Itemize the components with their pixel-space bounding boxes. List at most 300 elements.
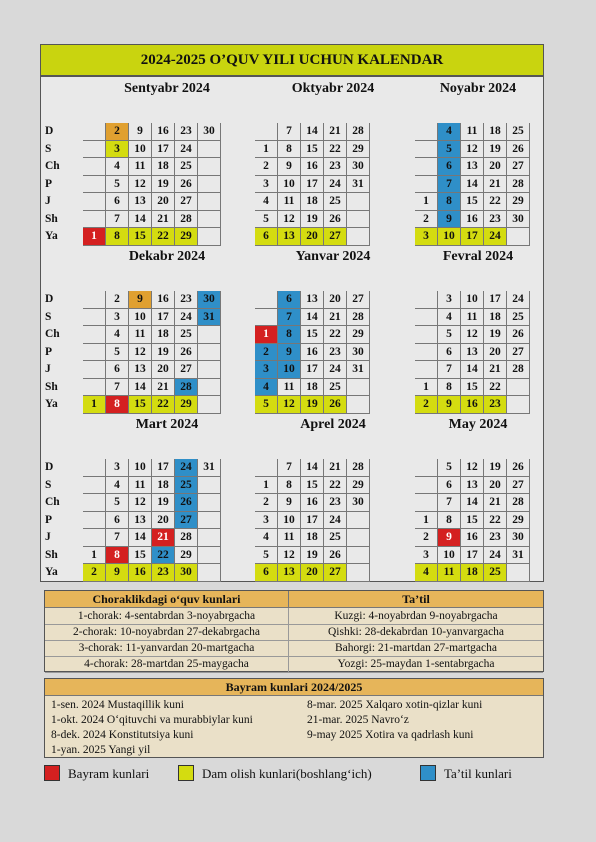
day-cell (198, 396, 221, 414)
day-cell: 7 (106, 529, 129, 547)
day-cell: 6 (106, 361, 129, 379)
quarter-row: 1-chorak: 4-sentabrdan 3-noyabrgacha (45, 608, 289, 625)
day-cell: 10 (278, 176, 301, 194)
day-cell: 19 (301, 211, 324, 229)
day-cell: 13 (461, 158, 484, 176)
day-cell (198, 529, 221, 547)
day-cell: 28 (175, 211, 198, 229)
day-cell (415, 361, 438, 379)
day-cell: 15 (129, 396, 152, 414)
day-cell: 27 (175, 361, 198, 379)
day-cell: 2 (255, 494, 278, 512)
quarter-row: 3-chorak: 11-yanvardan 20-martgacha (45, 640, 289, 657)
day-cell: 16 (301, 158, 324, 176)
day-cell: 24 (484, 547, 507, 565)
day-cell: 5 (438, 326, 461, 344)
day-label: J (45, 195, 51, 207)
day-cell: 18 (461, 564, 484, 582)
day-cell: 9 (438, 396, 461, 414)
day-cell: 19 (484, 326, 507, 344)
day-cell (415, 477, 438, 495)
day-cell: 22 (152, 228, 175, 246)
day-cell: 14 (129, 379, 152, 397)
day-cell: 8 (278, 141, 301, 159)
day-cell: 15 (461, 512, 484, 530)
day-cell: 5 (255, 396, 278, 414)
day-cell: 3 (106, 459, 129, 477)
day-cell (415, 494, 438, 512)
day-cell: 5 (438, 141, 461, 159)
day-cell: 13 (278, 228, 301, 246)
day-cell: 5 (438, 459, 461, 477)
vacation-row: Bahorgi: 21-martdan 27-martgacha (289, 640, 543, 657)
day-cell: 17 (484, 291, 507, 309)
day-cell: 5 (106, 344, 129, 362)
day-cell: 11 (461, 123, 484, 141)
day-cell (198, 512, 221, 530)
holiday-item: 9-may 2025 Xotira va qadrlash kuni (307, 729, 474, 741)
day-cell: 10 (461, 291, 484, 309)
day-cell: 17 (152, 459, 175, 477)
day-cell: 6 (438, 158, 461, 176)
day-cell: 8 (106, 228, 129, 246)
day-cell: 3 (438, 291, 461, 309)
day-cell: 27 (507, 477, 530, 495)
day-cell: 13 (278, 564, 301, 582)
day-cell: 28 (507, 176, 530, 194)
day-cell (83, 211, 106, 229)
day-cell (347, 529, 370, 547)
day-cell (415, 309, 438, 327)
day-cell: 9 (438, 529, 461, 547)
day-cell: 14 (461, 176, 484, 194)
day-label: Ya (45, 230, 58, 242)
day-cell: 20 (301, 228, 324, 246)
day-cell: 20 (324, 291, 347, 309)
day-cell: 1 (415, 193, 438, 211)
day-cell: 9 (106, 564, 129, 582)
day-cell: 10 (438, 547, 461, 565)
holiday-item: 1-okt. 2024 O‘qituvchi va murabbiylar kuni (51, 714, 253, 726)
day-cell (415, 291, 438, 309)
day-cell: 11 (278, 379, 301, 397)
day-cell: 4 (438, 309, 461, 327)
day-cell: 23 (175, 291, 198, 309)
day-cell: 3 (106, 141, 129, 159)
day-cell: 31 (347, 176, 370, 194)
day-cell: 6 (255, 564, 278, 582)
holiday-item: 21-mar. 2025 Navro‘z (307, 714, 409, 726)
day-cell: 21 (152, 211, 175, 229)
day-cell: 18 (301, 529, 324, 547)
day-cell: 8 (438, 512, 461, 530)
day-cell: 19 (152, 494, 175, 512)
day-cell (83, 344, 106, 362)
day-cell: 11 (278, 529, 301, 547)
day-cell: 16 (461, 529, 484, 547)
day-cell: 2 (415, 211, 438, 229)
month-title: May 2024 (448, 417, 508, 432)
day-cell: 20 (484, 158, 507, 176)
day-cell: 25 (175, 158, 198, 176)
day-cell: 2 (415, 529, 438, 547)
day-cell: 17 (152, 309, 175, 327)
day-cell: 25 (484, 564, 507, 582)
day-label: Ya (45, 566, 58, 578)
day-cell: 18 (484, 123, 507, 141)
day-label: P (45, 513, 53, 526)
quarter-row: 4-chorak: 28-martdan 25-maygacha (45, 656, 289, 673)
day-cell (507, 379, 530, 397)
day-cell: 4 (438, 123, 461, 141)
day-cell (347, 193, 370, 211)
day-cell: 12 (129, 176, 152, 194)
day-cell: 1 (83, 396, 106, 414)
day-cell: 6 (278, 291, 301, 309)
day-cell: 27 (324, 228, 347, 246)
day-cell (198, 344, 221, 362)
day-cell: 13 (129, 512, 152, 530)
month-title: Noyabr 2024 (439, 81, 517, 96)
day-cell: 20 (152, 193, 175, 211)
day-cell: 1 (83, 547, 106, 565)
day-cell: 17 (461, 547, 484, 565)
day-cell: 12 (129, 494, 152, 512)
holidays-table (44, 678, 544, 758)
day-cell: 1 (83, 228, 106, 246)
day-cell (198, 547, 221, 565)
day-cell: 30 (507, 529, 530, 547)
day-cell: 9 (129, 123, 152, 141)
day-cell: 14 (461, 494, 484, 512)
day-cell: 1 (255, 477, 278, 495)
day-cell: 2 (106, 123, 129, 141)
day-cell: 16 (301, 344, 324, 362)
day-cell: 26 (175, 344, 198, 362)
day-cell: 30 (198, 123, 221, 141)
day-label: Sh (45, 212, 58, 225)
day-cell: 20 (301, 564, 324, 582)
day-cell: 29 (175, 396, 198, 414)
day-cell: 8 (106, 547, 129, 565)
day-cell: 16 (152, 123, 175, 141)
day-cell: 23 (484, 211, 507, 229)
day-cell: 1 (415, 512, 438, 530)
day-cell: 17 (152, 141, 175, 159)
day-cell: 12 (278, 547, 301, 565)
day-cell: 22 (324, 141, 347, 159)
legend-red-label: Bayram kunlari (68, 766, 150, 781)
day-cell: 26 (507, 141, 530, 159)
day-cell: 22 (324, 326, 347, 344)
day-cell: 23 (175, 123, 198, 141)
day-cell: 12 (461, 141, 484, 159)
day-cell (83, 141, 106, 159)
day-cell (198, 361, 221, 379)
day-cell: 29 (507, 193, 530, 211)
day-cell: 31 (198, 459, 221, 477)
day-cell: 31 (198, 309, 221, 327)
day-cell: 2 (415, 396, 438, 414)
day-cell: 21 (484, 361, 507, 379)
day-cell: 14 (129, 211, 152, 229)
vacation-row: Qishki: 28-dekabrdan 10-yanvargacha (289, 624, 543, 641)
day-cell: 27 (324, 564, 347, 582)
day-cell: 30 (198, 291, 221, 309)
day-cell (347, 379, 370, 397)
day-cell: 11 (278, 193, 301, 211)
day-cell: 7 (438, 361, 461, 379)
day-cell: 5 (255, 547, 278, 565)
quarters-header: Choraklikdagi o‘quv kunlari (45, 591, 289, 608)
day-cell: 18 (152, 326, 175, 344)
day-cell: 9 (129, 291, 152, 309)
day-cell: 10 (278, 361, 301, 379)
day-cell: 30 (347, 344, 370, 362)
day-cell (347, 228, 370, 246)
day-cell: 26 (507, 326, 530, 344)
day-cell: 4 (106, 158, 129, 176)
day-cell: 28 (347, 123, 370, 141)
day-cell: 9 (278, 344, 301, 362)
day-cell (347, 547, 370, 565)
day-cell: 16 (301, 494, 324, 512)
day-label: Ch (45, 328, 60, 340)
day-cell: 29 (175, 228, 198, 246)
day-cell: 12 (278, 211, 301, 229)
day-cell: 26 (507, 459, 530, 477)
day-cell (83, 291, 106, 309)
day-cell: 15 (129, 547, 152, 565)
day-cell (198, 494, 221, 512)
day-cell: 1 (415, 379, 438, 397)
day-cell: 8 (278, 326, 301, 344)
day-cell: 26 (324, 547, 347, 565)
day-cell (255, 309, 278, 327)
day-cell (198, 193, 221, 211)
day-cell: 11 (129, 477, 152, 495)
legend-blue-swatch (420, 765, 436, 781)
day-cell (415, 344, 438, 362)
day-cell: 11 (129, 158, 152, 176)
day-cell: 21 (484, 494, 507, 512)
day-cell: 21 (324, 459, 347, 477)
day-cell: 7 (106, 379, 129, 397)
day-cell: 14 (461, 361, 484, 379)
day-cell (83, 309, 106, 327)
day-cell (347, 396, 370, 414)
day-cell: 5 (255, 211, 278, 229)
day-cell: 26 (324, 396, 347, 414)
day-cell: 28 (507, 494, 530, 512)
day-cell (415, 326, 438, 344)
holiday-item: 1-yan. 2025 Yangi yil (51, 744, 151, 756)
month-title: Sentyabr 2024 (124, 81, 210, 96)
day-cell: 18 (301, 379, 324, 397)
day-cell: 7 (438, 176, 461, 194)
day-cell (415, 176, 438, 194)
day-cell: 12 (278, 396, 301, 414)
day-cell: 24 (324, 361, 347, 379)
day-cell: 2 (106, 291, 129, 309)
day-cell: 26 (175, 494, 198, 512)
day-cell: 19 (152, 344, 175, 362)
day-cell: 15 (301, 326, 324, 344)
day-cell: 13 (129, 193, 152, 211)
day-cell: 6 (106, 512, 129, 530)
day-cell: 27 (175, 512, 198, 530)
day-cell: 7 (278, 459, 301, 477)
day-cell (255, 123, 278, 141)
legend-blue-label: Ta’til kunlari (444, 766, 512, 781)
day-cell: 29 (507, 512, 530, 530)
day-cell: 31 (347, 361, 370, 379)
day-cell: 17 (461, 228, 484, 246)
day-cell: 3 (255, 512, 278, 530)
day-cell: 30 (175, 564, 198, 582)
day-cell (83, 123, 106, 141)
day-cell: 5 (106, 494, 129, 512)
day-cell: 14 (301, 459, 324, 477)
legend-red-swatch (44, 765, 60, 781)
day-cell: 25 (324, 379, 347, 397)
day-label: S (45, 142, 52, 155)
day-cell: 23 (484, 396, 507, 414)
day-cell: 6 (255, 228, 278, 246)
day-cell (83, 529, 106, 547)
day-cell: 18 (484, 309, 507, 327)
day-cell: 27 (507, 344, 530, 362)
day-cell: 14 (129, 529, 152, 547)
month-title: Oktyabr 2024 (291, 81, 375, 96)
day-cell: 9 (278, 158, 301, 176)
day-cell: 21 (324, 123, 347, 141)
day-cell: 15 (301, 477, 324, 495)
day-cell: 15 (129, 228, 152, 246)
day-cell: 24 (484, 228, 507, 246)
day-cell (415, 158, 438, 176)
day-label: Ch (45, 496, 60, 508)
day-label: J (45, 531, 51, 543)
day-cell (507, 396, 530, 414)
day-label: Ch (45, 160, 60, 172)
day-cell (83, 459, 106, 477)
day-cell (83, 477, 106, 495)
day-cell: 23 (152, 564, 175, 582)
day-cell: 30 (347, 494, 370, 512)
day-cell: 1 (255, 141, 278, 159)
month-title: Mart 2024 (135, 417, 199, 432)
day-label: D (45, 461, 54, 473)
day-cell: 17 (301, 512, 324, 530)
day-cell (83, 361, 106, 379)
day-cell: 22 (324, 477, 347, 495)
day-cell: 16 (461, 211, 484, 229)
day-cell: 29 (347, 326, 370, 344)
day-cell: 23 (324, 494, 347, 512)
day-cell: 29 (347, 477, 370, 495)
day-cell: 21 (484, 176, 507, 194)
day-cell: 15 (461, 193, 484, 211)
day-cell: 7 (278, 123, 301, 141)
quarter-row: 2-chorak: 10-noyabrdan 27-dekabrgacha (45, 624, 289, 641)
month-title: Dekabr 2024 (128, 249, 206, 264)
day-cell: 23 (324, 158, 347, 176)
day-cell: 3 (415, 228, 438, 246)
day-cell: 19 (484, 459, 507, 477)
day-cell: 3 (255, 176, 278, 194)
vacation-row: Yozgi: 25-maydan 1-sentabrgacha (289, 656, 543, 673)
day-cell: 18 (152, 158, 175, 176)
vacation-header: Ta’til (289, 591, 543, 608)
day-label: D (45, 293, 54, 305)
day-cell: 22 (484, 193, 507, 211)
day-cell: 3 (106, 309, 129, 327)
day-cell: 1 (255, 326, 278, 344)
day-cell: 4 (106, 477, 129, 495)
day-cell: 8 (438, 379, 461, 397)
day-cell (83, 494, 106, 512)
day-cell: 11 (438, 564, 461, 582)
day-cell: 6 (438, 477, 461, 495)
day-cell: 16 (129, 564, 152, 582)
day-label: Ya (45, 398, 58, 410)
day-cell: 14 (301, 309, 324, 327)
day-cell: 10 (129, 459, 152, 477)
day-cell (198, 379, 221, 397)
quarters-table (44, 590, 544, 672)
day-cell: 19 (484, 141, 507, 159)
day-cell (198, 176, 221, 194)
day-cell: 12 (461, 459, 484, 477)
day-cell: 20 (152, 512, 175, 530)
day-cell (507, 228, 530, 246)
day-cell: 11 (129, 326, 152, 344)
day-cell: 28 (507, 361, 530, 379)
day-label: P (45, 345, 53, 358)
month-title: Fevral 2024 (442, 249, 514, 264)
day-cell (198, 228, 221, 246)
day-cell: 27 (175, 193, 198, 211)
day-cell (415, 459, 438, 477)
day-cell: 4 (415, 564, 438, 582)
day-cell: 26 (324, 211, 347, 229)
month-title: Aprel 2024 (300, 417, 366, 432)
day-cell: 3 (255, 361, 278, 379)
day-label: Sh (45, 548, 58, 561)
day-cell: 26 (175, 176, 198, 194)
day-label: D (45, 125, 54, 137)
day-cell: 13 (301, 291, 324, 309)
day-cell: 25 (324, 529, 347, 547)
day-cell: 12 (129, 344, 152, 362)
day-cell (83, 158, 106, 176)
day-cell (198, 211, 221, 229)
legend-yellow-swatch (178, 765, 194, 781)
legend-yellow-label: Dam olish kunlari(boshlang‘ich) (202, 766, 372, 781)
day-cell: 28 (175, 379, 198, 397)
day-cell: 20 (484, 344, 507, 362)
day-cell: 3 (415, 547, 438, 565)
day-cell: 28 (347, 459, 370, 477)
day-cell: 10 (129, 309, 152, 327)
day-cell (198, 477, 221, 495)
day-cell: 18 (301, 193, 324, 211)
day-cell: 22 (484, 512, 507, 530)
day-cell: 8 (438, 193, 461, 211)
day-cell (347, 512, 370, 530)
holidays-header: Bayram kunlari 2024/2025 (45, 679, 543, 696)
